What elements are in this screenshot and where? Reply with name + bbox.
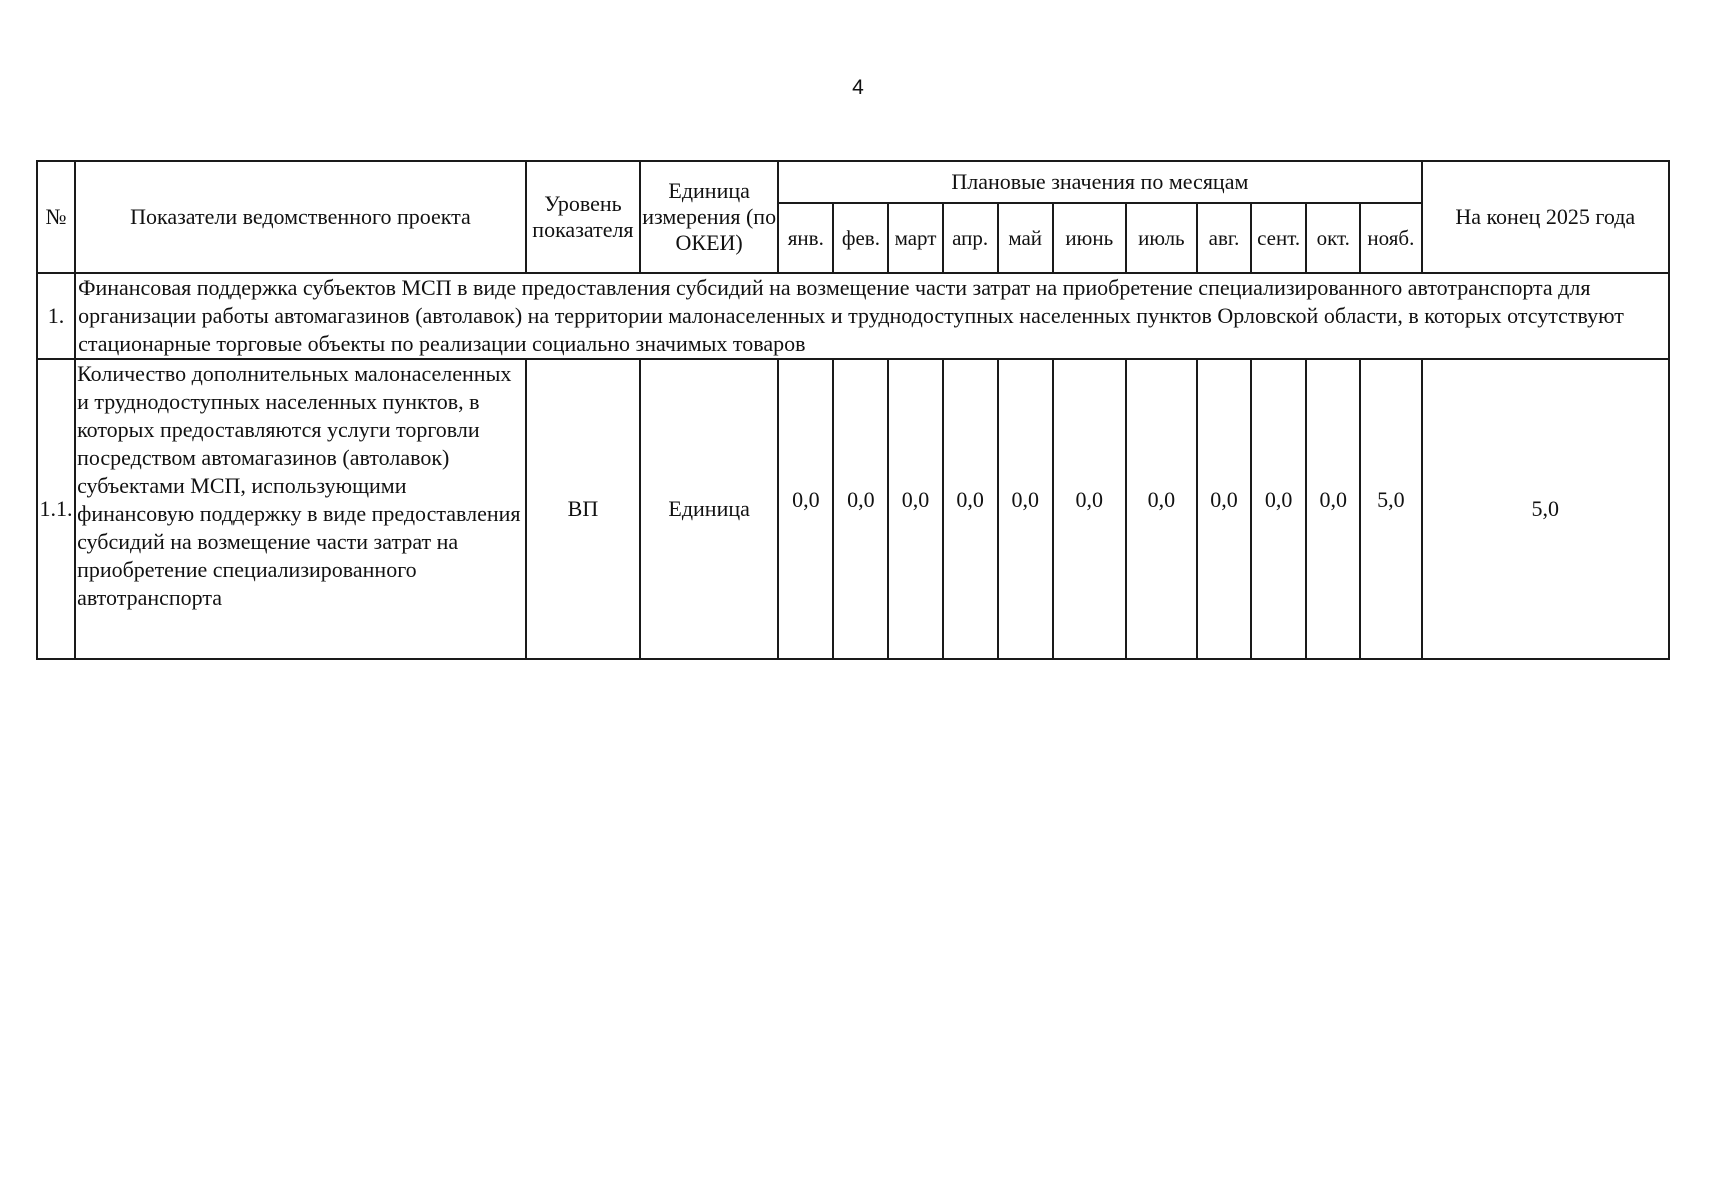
section-title: Финансовая поддержка субъектов МСП в виде предоставления субсидий на возмещение части затрат на приобретение специализированного автотранспорта для организации работы автомагазинов (автолавок) на территории малонаселенных и труднодоступных населенных пунктов Орловской области, в которых отсутствуют стационарные торговые объекты по реализации социально значимых товаров (75, 273, 1669, 359)
row-indicator: Количество дополнительных малонаселенных и труднодоступных населенных пунктов, в которых предоставляются услуги торговли посредством автомагазинов (автолавок) субъектами МСП, использующими финансовую поддержку в виде предоставления субсидий на возмещение части затрат на приобретение специализированного автотранспорта (75, 359, 526, 659)
section-row (37, 273, 1669, 359)
header-month: фев. (833, 203, 888, 273)
header-number: № (37, 161, 75, 273)
header-month: май (998, 203, 1053, 273)
row-month-value: 0,0 (998, 359, 1053, 659)
row-month-value: 0,0 (888, 359, 942, 659)
row-month-value: 0,0 (778, 359, 833, 659)
header-month: окт. (1306, 203, 1360, 273)
row-unit: Единица (640, 359, 778, 659)
header-year-end: На конец 2025 года (1422, 161, 1670, 273)
row-month-value: 0,0 (943, 359, 998, 659)
header-level: Уровень показателя (526, 161, 640, 273)
header-month: март (888, 203, 942, 273)
header-month: сент. (1251, 203, 1306, 273)
header-month: авг. (1197, 203, 1251, 273)
row-level: ВП (526, 359, 640, 659)
header-unit: Единица измерения (по ОКЕИ) (640, 161, 778, 273)
header-month: июнь (1053, 203, 1126, 273)
header-month: июль (1126, 203, 1197, 273)
header-month: нояб. (1360, 203, 1421, 273)
row-month-value: 0,0 (1126, 359, 1197, 659)
indicators-table (36, 160, 1670, 660)
row-month-value: 0,0 (1251, 359, 1306, 659)
row-month-value: 0,0 (833, 359, 888, 659)
row-month-value: 0,0 (1306, 359, 1360, 659)
table-row (37, 359, 1669, 659)
header-month: апр. (943, 203, 998, 273)
header-monthly-group: Плановые значения по месяцам (778, 161, 1421, 203)
header-indicator: Показатели ведомственного проекта (75, 161, 526, 273)
row-month-value: 5,0 (1360, 359, 1421, 659)
row-month-value: 0,0 (1197, 359, 1251, 659)
header-month: янв. (778, 203, 833, 273)
page-number: 4 (852, 76, 864, 99)
row-year-end-value: 5,0 (1422, 359, 1670, 659)
section-number: 1. (37, 273, 75, 359)
row-number: 1.1. (37, 359, 75, 659)
row-month-value: 0,0 (1053, 359, 1126, 659)
